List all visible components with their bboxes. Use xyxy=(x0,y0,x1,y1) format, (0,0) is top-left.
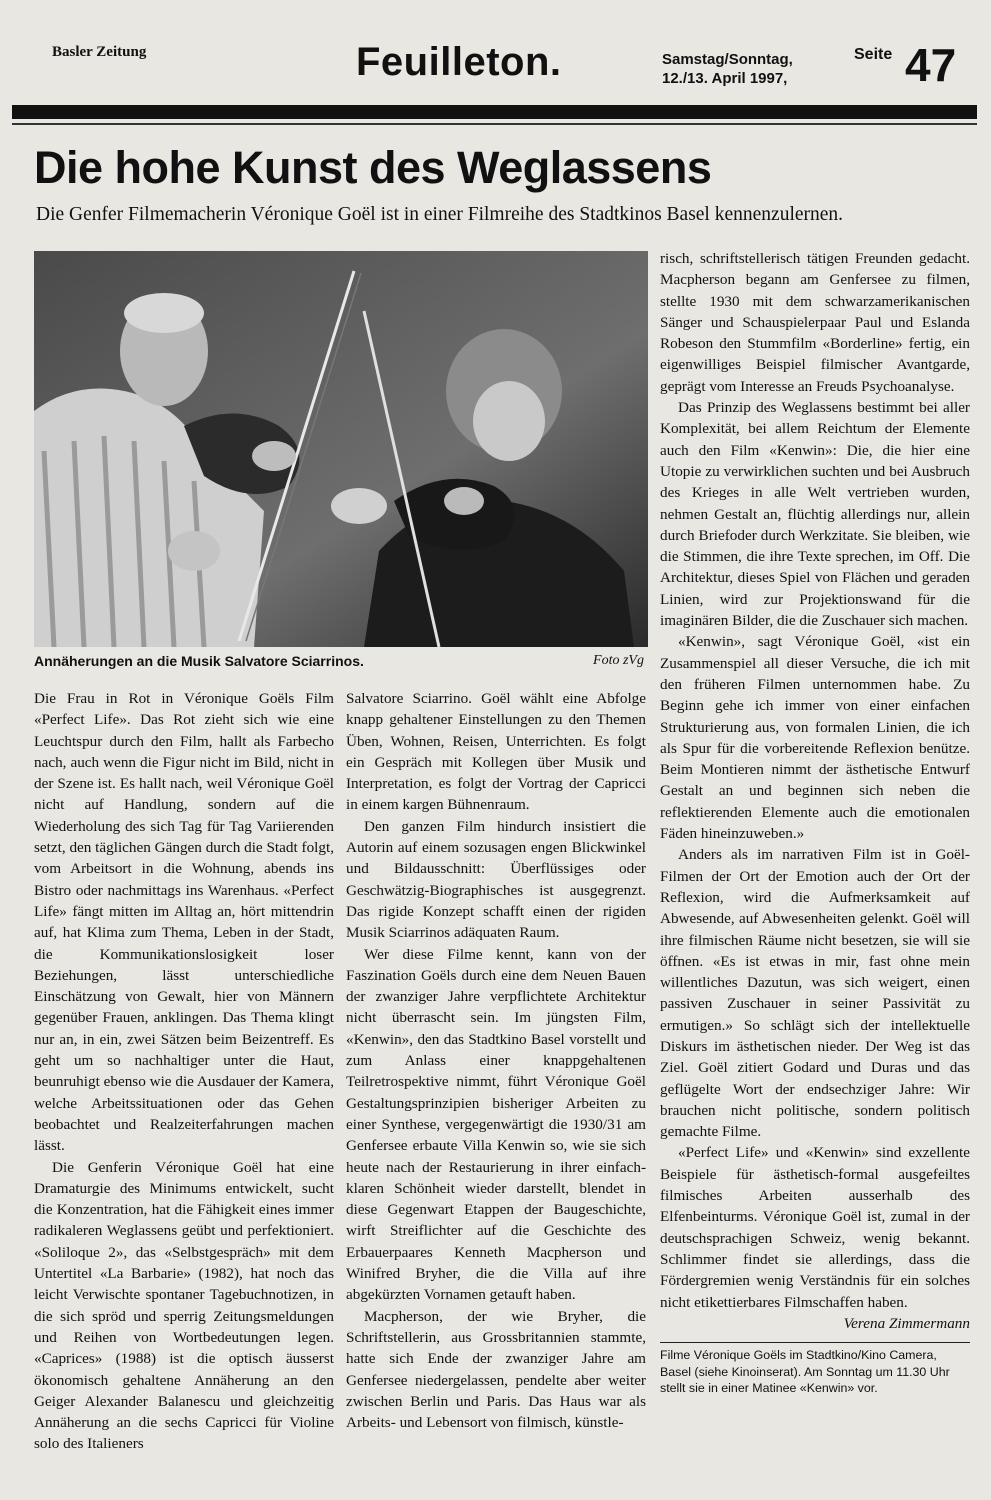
caption-text: Annäherungen an die Musik Salvatore Sciarrinos. xyxy=(34,653,364,669)
article-subheadline: Die Genfer Filmemacherin Véronique Goël ist in einer Filmreihe des Stadtkinos Basel kennenzulernen. xyxy=(36,204,844,225)
article-column-3 xyxy=(660,248,970,1397)
photo-caption xyxy=(34,653,648,671)
paper-name: Basler Zeitung xyxy=(52,44,147,60)
info-box-rule xyxy=(660,1342,970,1343)
paragraph: Die Genferin Véronique Goël hat eine Dramaturgie des Minimums entwickelt, sucht die Konzentration, hat die Fähigkeit eines immer radikaleren Weglassens geübt und perfektioniert. «Soliloque 2», das «Selbstgespräch» mit dem Untertitel «La Barbarie» (1982), hat noch das leicht Verwischte spontaner Tagebuchnotizen, in die sich spröd und sperrig Zeitungsmeldungen und Reihen von Wortbedeutungen legen. «Caprices» (1988) ist die optisch äusserst ökonomisch gehaltene Annäherung an den Geiger Alexander Balanescu und gleichzeitig Annäherung an die sechs Capricci für Violine solo des Italieners xyxy=(34,1158,334,1453)
paragraph: Die Frau in Rot in Véronique Goëls Film «Perfect Life». Das Rot zieht sich wie eine Leuchtspur durch den Film, hallt als Farbecho nach, auch wenn die Figur nicht im Bild, nicht in der Szene ist. Es hallt nach, weil Véronique Goël nicht auf Handlung, sondern auf die Wiederholung des sich Tag für Tag Variierenden setzt, den täglichen Gängen durch die Stadt folgt, vom Arbeitsort in die Wohnung, abends ins Bistro oder nachmittags ins Warenhaus. «Perfect Life» fängt mitten im Alltag an, hört mittendrin auf, hat Klima zum Thema, Leben in der Stadt, die Kommunikationslosigkeit loser Beziehungen, lässt unterschiedliche Einschätzung von Gewalt, hier von Männern gegenüber Frauen, anklingen. Das Thema klingt nur an, in ein, zwei Sätzen beim Beizentreff. Es geht um so nachhaltiger unter die Haut, beunruhigt ebenso wie die Ausdauer der Kamera, welche Arbeitssituationen oder das Gehen beobachtet und Realzeiterfahrungen machen lässt. xyxy=(34,690,334,1155)
article-column-1 xyxy=(34,688,334,1455)
issue-date-line2: 12./13. April 1997, xyxy=(662,70,788,87)
paragraph: Den ganzen Film hindurch insistiert die Autorin auf einem sozusagen engen Blickwinkel und Bildausschnitt: Überflüssiges oder Geschwätzig-Biographisches ist ausgegrenzt. Das rigide Konzept schafft einen der rigiden Musik Sciarrinos adäquaten Raum. xyxy=(346,817,646,942)
page-number: 47 xyxy=(905,39,957,91)
paragraph: Das Prinzip des Weglassens bestimmt bei aller Komplexität, bei allem Reichtum der Elemente auch den Film «Kenwin»: Die, die hier eine Utopie zu verwirklichen suchten und bei Ausbruch des Krieges in alle Welt vertrieben wurden, nehmen Gestalt an, flüchtig allerdings nur, allein durch Briefoder durch Werkzitate. Sie bleiben, wie die Stimmen, die ihre Texte sprechen, im Off. Die Architektur, dieses Spiel von Flächen und geraden Linien, wird zur Projektionswand für die imaginären Bilder, die die Zuschauer sich machen. xyxy=(660,399,970,630)
paragraph: Macpherson, der wie Bryher, die Schriftstellerin, aus Grossbritannien stammte, hatte sich Ende der zwanziger Jahre am Genfersee niedergelassen, pendelte aber weiter zwischen Berlin und Paris. Das Haus war als Arbeits- und Lebensort von filmisch, künstle- xyxy=(346,1307,646,1432)
masthead-thin-rule xyxy=(12,123,977,125)
section-title: Feuilleton. xyxy=(356,40,562,84)
article-headline: Die hohe Kunst des Weglassens xyxy=(34,142,712,193)
page-label: Seite xyxy=(854,46,893,63)
photo-credit: Foto zVg xyxy=(593,653,644,668)
paragraph: «Perfect Life» und «Kenwin» sind exzellente Beispiele für ästhetisch-formal ausgefeiltes filmisches Arbeiten ausserhalb des Elfenbeinturms. Véronique Goël ist, zumal in der deutschsprachigen Schweiz, wenig bekannt. Schlimmer findet sie allerdings, dass die Fördergremien wenig Verständnis für ein solches nicht etikettierbares Filmschaffen haben. xyxy=(660,1144,970,1311)
paragraph: «Kenwin», sagt Véronique Goël, «ist ein Zusammenspiel all dieser Versuche, die ich mit den früheren Filmen unternommen habe. Zu Beginn gehe ich immer von einer einfachen Strukturierung aus, von formalen Linien, die ich als Spur für die vorbereitende Reflexion benütze. Beim Montieren nimmt der ästhetische Entwurf Gestalt an und beginnen sich neben die reflektierenden Elemente auch die emotionalen Fäden hineinzuweben.» xyxy=(660,633,970,843)
paragraph: Anders als im narrativen Film ist in Goël-Filmen der Ort der Emotion auch der Ort der Reflexion, wird die Aufmerksamkeit auf Abwesende, auf Abwesenheiten gelenkt. Goël will ihre filmischen Räume nicht besetzen, sie will sie öffnen. «Es ist etwas in mir, fast ohne mein willentliches Dazutun, was sich weigert, einen passiven Zuschauer in seiner Passivität zu ermutigen.» So schlägt sich der intellektuelle Diskurs im ästhetischen nieder. Der Weg ist das Ziel. Goël zitiert Godard und Duras und das geflügelte Wort der endsechziger Jahre: Wir brauchen nicht politische, sondern politisch gemachte Filme. xyxy=(660,846,970,1141)
issue-date-line1: Samstag/Sonntag, xyxy=(662,51,793,68)
article-column-2 xyxy=(346,688,646,1433)
issue-date xyxy=(662,50,793,88)
paragraph: risch, schriftstellerisch tätigen Freunden gedacht. Macpherson begann am Genfersee zu filmen, stellte 1930 mit dem schwarzamerikanischen Sänger und Schauspielerpaar Paul und Eslanda Robeson den Stummfilm «Borderline» fertig, ein eigenwilliges Beispiel filmischer Avantgarde, geprägt vom Interesse an Freuds Psychoanalyse. xyxy=(660,250,970,395)
screening-info: Filme Véronique Goëls im Stadtkino/Kino Camera, Basel (siehe Kinoinserat). Am Sonntag um 11.30 Uhr stellt sie in einer Matinee «Kenwin» vor. xyxy=(660,1348,950,1396)
paragraph: Wer diese Filme kennt, kann von der Faszination Goëls durch eine dem Neuen Bauen der zwanziger Jahre verpflichtete Architektur nicht überrascht sein. Im jüngsten Film, «Kenwin», den das Stadtkino Basel vorstellt und zum Anlass einer knappgehaltenen Teilretrospektive nimmt, führt Véronique Goël Gestaltungsprinzipien bisheriger Arbeiten zu einer Synthese, vergegenwärtigt die 1930/31 am Genfersee erbaute Villa Kenwin so, wie sie sich heute nach der Restaurierung in ihrer einfach-klaren Schönheit wieder darstellt, blendet in diese Gegenwart Etappen der Baugeschichte, wirft Streiflichter auf die Geschichte des Erbauerpaares Kenneth Macpherson und Winifred Bryher, die die Villa auf ihre abgekürzten Vornamen getauft haben. xyxy=(346,945,646,1304)
article-photo xyxy=(34,251,648,647)
masthead-rule xyxy=(12,105,977,119)
paragraph: Salvatore Sciarrino. Goël wählt eine Abfolge knapp gehaltener Einstellungen zu den Themen Üben, Wohnen, Reisen, Unterrichten. Es folgt ein Gespräch mit Kollegen über Musik und Interpretation, es folgt der Vortrag der Capricci in einem kargen Bühnenraum. xyxy=(346,690,646,814)
author-signature: Verena Zimmermann xyxy=(843,1314,970,1332)
